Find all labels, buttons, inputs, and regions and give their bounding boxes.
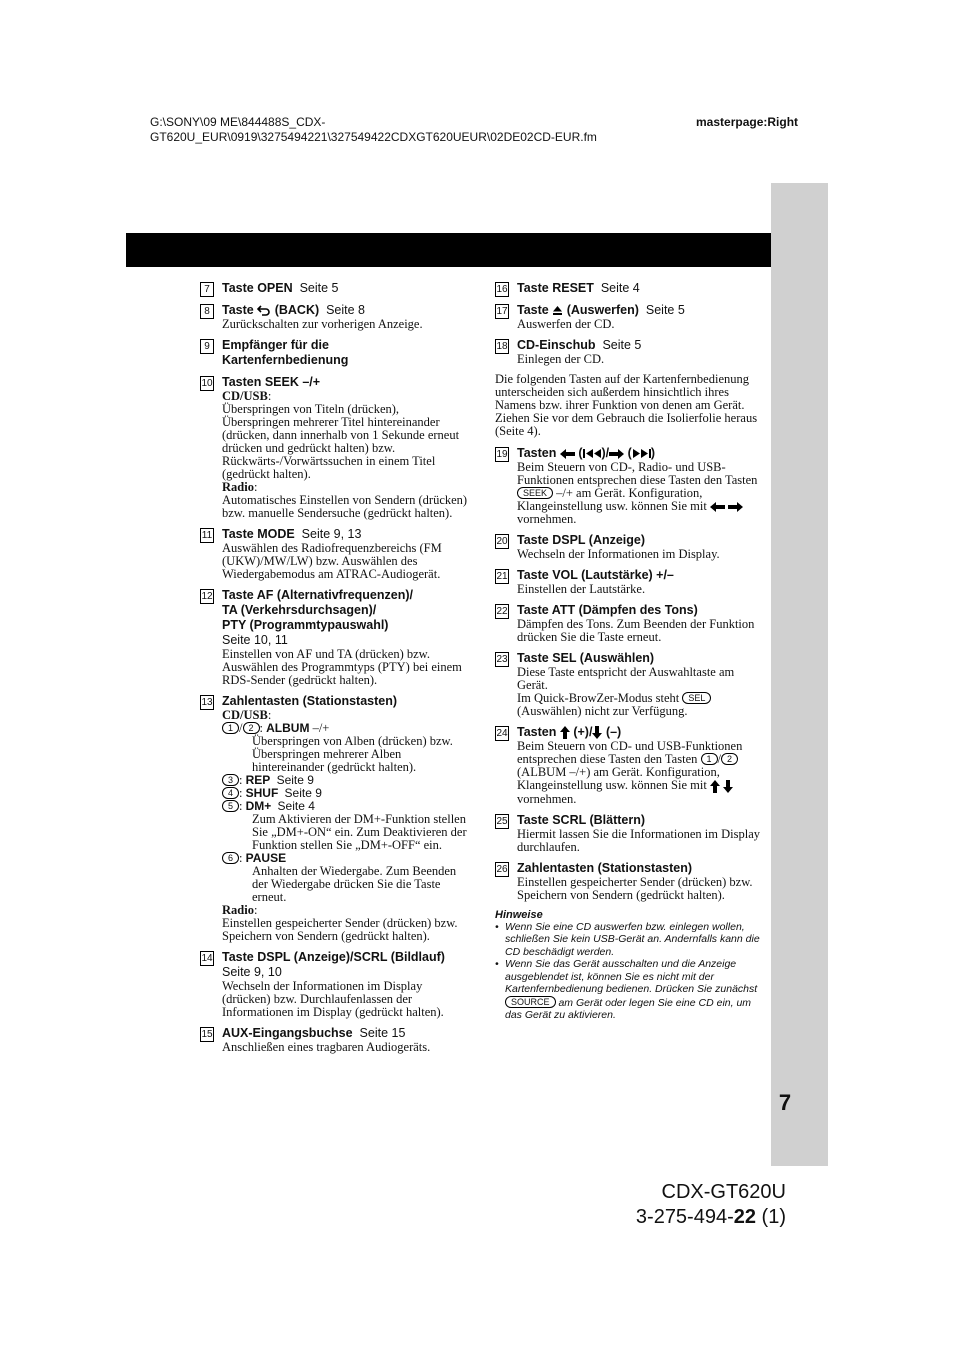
right-column: [495, 281, 763, 1022]
item-21: 21 Taste VOL (Lautstärke) +/– Einstellen der Lautstärke.: [496, 568, 674, 596]
seek-key: SEEK: [517, 487, 553, 499]
item-7: 7 Taste OPEN Seite 5: [200, 281, 468, 296]
left-column: [200, 281, 468, 1061]
down-arrow-icon: [592, 726, 602, 739]
item-number: 18: [496, 341, 508, 352]
item-10: 10 Tasten SEEK –/+ CD/USB: Überspringen von Titeln (drücken), Überspringen mehrerer Titel hintereinander (drücken, dann innerhalb von 1 Sekunde erneut drücken und gedrückt halten) bzw. Rückwärts-/Vorwärtssuchen in einem Titel (gedrückt halten). Radio: Automatisches Einstellen von Sendern (drücken) bzw. manuelle Sendersuche (gedrückt halten).: [201, 375, 468, 520]
file-path-header: G:\SONY\09 ME\844488S_CDX- GT620U_EUR\0919\3275494221\327549422CDXGT620UEUR\02DE02CD-EUR.fm: [150, 115, 597, 144]
section-title-band: [126, 233, 771, 267]
item-19: 19 Tasten ( )/ ( ) Beim Steuern von CD-, Radio- und USB-Funktionen entsprechen diese Tasten den Tasten SEEK –/+ am Gerät. Konfiguration, Klangeinstellung usw. können Sie mit vornehmen.: [496, 446, 758, 526]
item-number: 24: [496, 728, 508, 739]
source-key: SOURCE: [505, 996, 556, 1008]
page-number: 7: [778, 1090, 792, 1115]
item-25: 25 Taste SCRL (Blättern) Hiermit lassen Sie die Informationen im Display durchlaufen.: [496, 812, 761, 854]
next-track-icon: [632, 449, 651, 458]
item-13: 13 Zahlentasten (Stationstasten) CD/USB: 1 / 2 : ALBUM –/+ Überspringen von Alben (drücken) bzw. Überspringen mehrerer Alben hintereinander (gedrückt halten). 3 : REP Seite 9 4 : SHUF Seite 9 5 : DM+ Seite 4 Zum Aktivieren der DM+-Funktion stellen Sie „DM+-ON“ ein. Zum Deaktivieren der Funktion stellen Sie „DM+-OFF“ ein. 6 : PAUSE Anhalten der Wiedergabe. Zum Beenden der Wiedergabe drücken Sie die Taste erneut. Radio: Einstellen gespeicherter Sender (drücken) bzw. Speichern von Sendern (gedrückt halten).: [201, 694, 467, 943]
item-12: 12 Taste AF (Alternativfrequenzen)/ TA (Verkehrsdurchsagen)/ PTY (Programmtypauswahl) Seite 10, 11 Einstellen von AF und TA (drücken) bzw. Auswählen des Programmtyps (PTY) bei einem RDS-Sender (gedrückt halten).: [201, 588, 462, 687]
key-1: 1: [701, 753, 718, 765]
item-number: 26: [496, 863, 508, 875]
model-name: CDX-GT620U: [661, 1181, 786, 1203]
item-18: 18 CD-Einschub Seite 5 Einlegen der CD.: [496, 338, 642, 366]
note-item: • Wenn Sie eine CD auswerfen bzw. einlegen wollen, schließen Sie kein USB-Gerät an. Andernfalls kann die CD beschädigt werden.: [495, 920, 760, 958]
item-20: 20 Taste DSPL (Anzeige) Wechseln der Informationen im Display.: [496, 533, 720, 561]
key-4: 4: [222, 787, 239, 799]
right-arrow-icon: [728, 502, 743, 512]
up-arrow-icon: [560, 726, 570, 739]
item-number: 14: [201, 953, 213, 964]
item-number: 15: [201, 1029, 213, 1040]
item-number: 19: [496, 449, 508, 460]
masterpage-label: masterpage:Right: [696, 115, 799, 129]
model-code: 3-275-494-22 (1): [635, 1206, 786, 1228]
key-1: 1: [222, 722, 239, 734]
item-number: 23: [496, 654, 508, 665]
item-number: 22: [496, 606, 508, 617]
item-11: 11 Taste MODE Seite 9, 13 Auswählen des Radiofrequenzbereichs (FM (UKW)/MW/LW) bzw. Auswählen des Wiedergabemodus am ATRAC-Audiogerät.: [201, 527, 442, 581]
item-number: 10: [201, 378, 213, 389]
item-number: 8: [200, 304, 214, 319]
model-info: [636, 1180, 786, 1230]
left-arrow-icon: [560, 449, 575, 459]
item-number: 25: [496, 815, 508, 827]
item-22: 22 Taste ATT (Dämpfen des Tons) Dämpfen des Tons. Zum Beenden der Funktion drücken Sie die Taste erneut.: [496, 603, 755, 644]
item-number: 7: [200, 282, 214, 297]
side-tab: [771, 183, 828, 1166]
item-15: 15 AUX-Eingangsbuchse Seite 15 Anschließen eines tragbaren Audiogeräts.: [201, 1026, 431, 1054]
item-number: 9: [200, 339, 214, 354]
eject-icon: [552, 305, 563, 316]
item-9: 9 Empfänger für die Kartenfernbedienung: [200, 338, 468, 368]
item-number: 11: [201, 530, 213, 541]
key-2: 2: [243, 722, 260, 734]
item-number: 17: [496, 306, 508, 317]
item-number: 20: [496, 536, 508, 547]
previous-track-icon: [583, 449, 602, 458]
key-3: 3: [222, 774, 239, 786]
item-14: 14 Taste DSPL (Anzeige)/SCRL (Bildlauf) Seite 9, 10 Wechseln der Informationen im Display (drücken) bzw. Durchlaufenlassen der Informationen im Display (gedrückt halten).: [201, 950, 445, 1019]
right-arrow-icon: [609, 449, 624, 459]
key-6: 6: [222, 852, 239, 864]
back-arrow-icon: [257, 305, 271, 316]
notes-title: Hinweise: [495, 908, 543, 921]
item-8: 8 Taste (BACK) Seite 8 Zurückschalten zur vorherigen Anzeige.: [200, 303, 468, 331]
down-arrow-icon: [723, 780, 733, 793]
item-26: 26 Zahlentasten (Stationstasten) Einstellen gespeicherter Sender (drücken) bzw. Speichern von Sendern (gedrückt halten).: [496, 860, 753, 902]
item-number: 13: [201, 697, 213, 708]
note-item: • Wenn Sie das Gerät ausschalten und die Anzeige ausgeblendet ist, können Sie es nicht mit der Kartenfernbedienung bedienen. Drücken Sie zunächst SOURCE am Gerät oder legen Sie eine CD ein, um das Gerät zu aktivieren.: [495, 958, 758, 1022]
key-2: 2: [721, 753, 738, 765]
item-number: 21: [496, 571, 508, 582]
sel-key: SEL: [682, 692, 711, 704]
item-number: 16: [496, 284, 508, 295]
item-16: 16 Taste RESET Seite 4: [496, 281, 640, 295]
item-24: 24 Tasten (+)/ (–) Beim Steuern von CD- und USB-Funktionen entsprechen diese Tasten den Tasten 1 / 2 (ALBUM –/+) am Gerät. Konfiguration, Klangeinstellung usw. können Sie mit vornehmen.: [496, 725, 743, 806]
up-arrow-icon: [710, 780, 720, 793]
item-17: 17 Taste (Auswerfen) Seite 5 Auswerfen der CD.: [496, 303, 685, 331]
intro-text: Die folgenden Tasten auf der Kartenfernbedienung unterscheiden sich außerdem hinsichtlich ihres Namens bzw. ihrer Funktion von denen am Gerät. Ziehen Sie vor dem Gebrauch die Isolierfolie heraus (Seite 4).: [495, 372, 758, 438]
item-number: 12: [201, 591, 213, 602]
key-5: 5: [222, 800, 239, 812]
item-23: 23 Taste SEL (Auswählen) Diese Taste entspricht der Auswahltaste am Gerät. Im Quick-BrowZer-Modus steht SEL (Auswählen) nicht zur Verfügung.: [496, 651, 735, 718]
notes: [495, 909, 763, 1022]
left-arrow-icon: [710, 502, 725, 512]
